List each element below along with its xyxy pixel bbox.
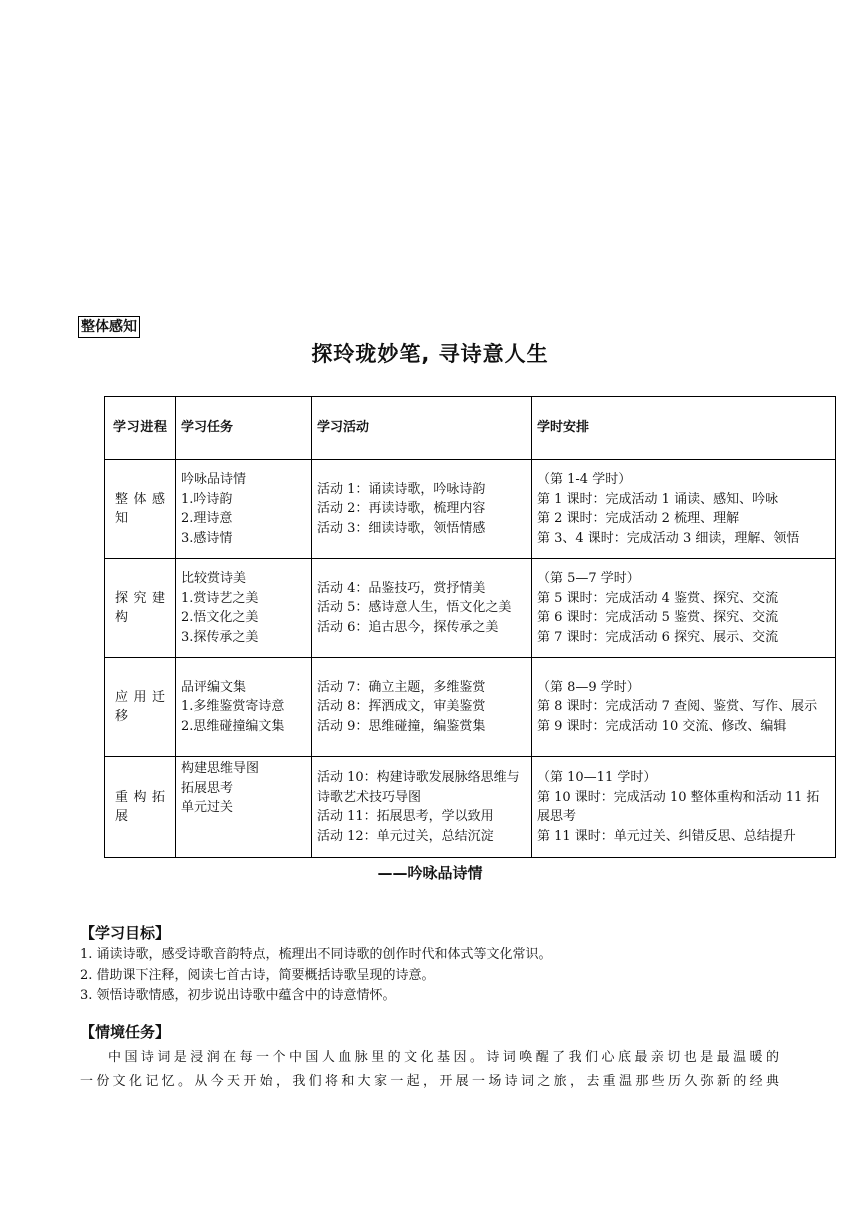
- schedule-cell: [532, 658, 836, 757]
- table-row: [105, 559, 836, 658]
- task-line: 2.思维碰撞编文集: [181, 718, 285, 734]
- schedule-line: （第 5—7 学时）: [537, 571, 640, 586]
- schedule-line: 第 6 课时：完成活动 5 鉴赏、探究、交流: [537, 610, 779, 625]
- activity-line: 活动 7：确立主题，多维鉴赏: [317, 679, 486, 695]
- activity-line: 活动 3：细读诗歌，领悟情感: [317, 520, 486, 536]
- stage-cell: 探究建构: [105, 559, 176, 658]
- section-subtitle: ——吟咏品诗情: [377, 864, 483, 882]
- tasks-cell: [176, 460, 312, 559]
- task-line: 比较赏诗美: [181, 571, 247, 586]
- activity-line: 活动 8：挥洒成文，审美鉴赏: [317, 699, 486, 715]
- schedule-line: 第 1 课时：完成活动 1 诵读、感知、吟咏: [537, 491, 779, 507]
- schedule-line: （第 8—9 学时）: [537, 679, 640, 695]
- goal-item: 1. 诵读诗歌，感受诗歌音韵特点，梳理出不同诗歌的创作时代和体式等文化常识。: [80, 947, 552, 962]
- activity-line: 活动 5：感诗意人生，悟文化之美: [317, 600, 512, 616]
- task-line: 2.理诗意: [181, 511, 233, 526]
- schedule-line: 第 11 课时：单元过关、纠错反思、总结提升: [537, 828, 796, 844]
- header-activities: 学习活动: [312, 397, 532, 460]
- stage-cell: 应用迁移: [105, 658, 176, 757]
- context-line: 中国诗词是浸润在每一个中国人血脉里的文化基因。诗词唤醒了我们心底最亲切也是最温暖的: [108, 1050, 780, 1065]
- schedule-line: （第 1-4 学时）: [537, 472, 632, 487]
- task-line: 1.赏诗艺之美: [181, 590, 259, 606]
- task-line: 3.探传承之美: [181, 629, 259, 645]
- task-line: 1.吟诗韵: [181, 491, 233, 507]
- task-line: 单元过关: [181, 800, 234, 815]
- tasks-cell: [176, 559, 312, 658]
- table-row: [105, 757, 836, 858]
- table-header-row: [105, 397, 836, 460]
- schedule-line: 第 7 课时：完成活动 6 探究、展示、交流: [537, 629, 779, 645]
- goal-item: 2. 借助课下注释，阅读七首古诗，简要概括诗歌呈现的诗意。: [80, 967, 435, 983]
- activity-line: 活动 4：品鉴技巧，赏抒情美: [317, 580, 486, 596]
- activity-line: 活动 2：再读诗歌，梳理内容: [317, 501, 486, 517]
- tasks-cell: [176, 757, 312, 858]
- activities-cell: [312, 757, 532, 858]
- header-stage: 学习进程: [105, 397, 176, 460]
- schedule-line: 第 9 课时：完成活动 10 交流、修改、编辑: [537, 718, 787, 734]
- schedule-line: 第 5 课时：完成活动 4 鉴赏、探究、交流: [537, 590, 779, 606]
- page-title: 探玲珑妙笔, 寻诗意人生: [311, 342, 549, 366]
- activities-cell: [312, 658, 532, 757]
- goal-item: 3. 领悟诗歌情感，初步说出诗歌中蕴含中的诗意情怀。: [80, 988, 396, 1003]
- schedule-cell: [532, 559, 836, 658]
- header-tasks: 学习任务: [176, 397, 312, 460]
- goals-list: [80, 945, 552, 1007]
- activity-line: 活动 1：诵读诗歌，吟咏诗韵: [317, 481, 486, 497]
- schedule-cell: [532, 757, 836, 858]
- schedule-line: 第 2 课时：完成活动 2 梳理、理解: [537, 511, 740, 526]
- stage-cell: 重构拓展: [105, 757, 176, 858]
- context-line: 一份文化记忆。从今天开始，我们将和大家一起，开展一场诗词之旅，去重温那些历久弥新的经典: [80, 1074, 780, 1089]
- activities-cell: [312, 559, 532, 658]
- activity-line: 活动 11：拓展思考，学以致用: [317, 809, 494, 824]
- task-line: 2.悟文化之美: [181, 610, 259, 625]
- lesson-plan-table: [104, 396, 836, 858]
- task-line: 构建思维导图: [181, 761, 260, 776]
- schedule-line: 第 3、4 课时：完成活动 3 细读，理解、领悟: [537, 530, 800, 546]
- goals-heading: 【学习目标】: [80, 924, 171, 942]
- task-line: 3.感诗情: [181, 530, 233, 546]
- stage-cell: 整体感知: [105, 460, 176, 559]
- task-line: 1.多维鉴赏寄诗意: [181, 699, 285, 715]
- table-row: [105, 460, 836, 559]
- task-line: 拓展思考: [181, 780, 234, 796]
- schedule-line: （第 10—11 学时）: [537, 770, 657, 785]
- header-schedule: 学时安排: [532, 397, 836, 460]
- schedule-line: 第 10 课时：完成活动 10 整体重构和活动 11 拓展思考: [537, 789, 820, 824]
- task-line: 吟咏品诗情: [181, 472, 247, 487]
- activity-line: 活动 10：构建诗歌发展脉络思维与诗歌艺术技巧导图: [317, 770, 520, 805]
- activities-cell: [312, 460, 532, 559]
- activity-line: 活动 6：追古思今，探传承之美: [317, 619, 499, 635]
- task-line: 品评编文集: [181, 679, 247, 695]
- table-row: [105, 658, 836, 757]
- context-paragraph: [80, 1046, 780, 1094]
- schedule-cell: [532, 460, 836, 559]
- tasks-cell: [176, 658, 312, 757]
- section-tag: 整体感知: [78, 316, 140, 338]
- schedule-line: 第 8 课时：完成活动 7 查阅、鉴赏、写作、展示: [537, 699, 818, 715]
- activity-line: 活动 9：思维碰撞，编鉴赏集: [317, 718, 486, 734]
- context-heading: 【情境任务】: [80, 1023, 171, 1041]
- activity-line: 活动 12：单元过关，总结沉淀: [317, 828, 494, 844]
